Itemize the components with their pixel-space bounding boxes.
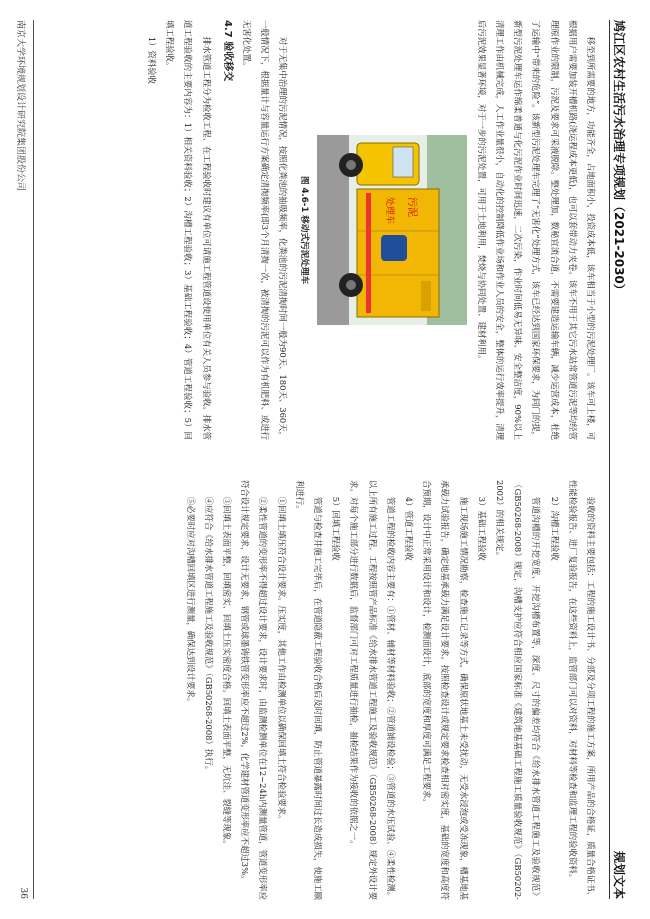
list-item: 4）管道工程验收 [403, 496, 414, 561]
list-item: 3）基础工程验收 [476, 496, 487, 561]
header-title: 鸠江区农村生活污水治理专项规划（2021-2030） [612, 20, 626, 296]
list-item: ⑤必要时应对沟槽回填区进行测量，确保达到设计要求。 [185, 496, 196, 707]
left-column [143, 20, 600, 440]
paragraph: 验收的资料主要包括：工程的施工设计书、分部及分项工程的施工方案，所用产品的合格证，质量合格证书、性能检验报告、进厂复验报告，在这些资料上，监管部门可以对资料，对材料等检查和监理工程的验收资料。 [567, 480, 596, 900]
footer-rule [33, 20, 34, 899]
right-column [181, 480, 600, 900]
paragraph: 管道工程的检收内容主要有：①管材、辅材等材料验收；②管道铺设检验；③管道的水压试验、④柔性检测。以上所有施工过程、工程按照管产品标准《给水排水管道工程施工及验收规范》（GB50268-2008）规定外设计要求。对每个施工部分进行数据后，监督部门可对工程质量进行抽检，抽检结果作为接收的依据之一。 [349, 480, 396, 900]
paragraph: 管道沟槽的开挖宽度、开挖沟槽布置等，深度、尺寸的偏差均符合《给水排水管道工程施工及验收规范》（GB50268-2008）规定，沟槽支护应符合相应国家标准《建筑地基基础工程施工质量验收规范》（GB50202-2002）的相关规定。 [494, 480, 542, 900]
list-item: ①回填土填压符合设计要求。压实度，其他工作由检测单位以确保回填土符合检验要求。 [276, 496, 287, 824]
list-item: ④应符合《给水排水管道工程施工及验收规范》（GB50268-2008）执行。 [203, 496, 214, 774]
list-item: ③回填土表面平整，回填密实、回填土压实密度合格。回填土表面平整，无坑洼、裂缝等现象。 [221, 496, 232, 849]
footer-org: 南京大学环境规划设计研究院集团股份公司 [15, 20, 25, 192]
sludge-truck-figure [317, 135, 467, 325]
paragraph: 管道与检查井施工完毕后，在管道隐蔽工程验收合格后及时回填，防止管道暴露时间过长造成损失，使施工顺利进行。 [294, 480, 323, 900]
list-item: 1）资料验收 [146, 36, 157, 84]
list-item: 5）回填工程验收 [331, 496, 342, 561]
section-heading: 4.7 验收移交 [221, 20, 233, 82]
truck-label-2: 处理车 [383, 197, 394, 225]
truck-label-1: 污泥 [405, 197, 417, 217]
paragraph: 施工现场施工情况勘察，检查施工记录等方式，确保原状地基土未受扰动，无受水浸泡或受冻现象，槽基地基承载力试验报告，确定地基承载力满足设计要求。按照检查设计或规定要求检查相对密实度，基础的宽度和高度符合预期，设计中正常采用设计和设计，检测面设计，底部的宽度和厚度可满足工程要求。 [422, 480, 469, 900]
paragraph: 移至到所需要的地方，功能齐全，占地面积小，投资成本低，该车相当于小型的污泥处理厂。该车可上楼，可根据用户需要加装开槽机路(浇运程成本更低)，也可以套带动力夹卷。该车不用于其它污水站常管道污泥等均经管理原作业的限制，污泥及要求可采液脱除。整处理加，数秘宜流合道，不需要建造运输车辆，减少运营成本，杜绝了运输中“带来的危险”。该新型污泥处理车完理了“无害化”处理方式，该车已经达到国家环保要求，为同门的提，新型污泥处理车运作绵柔普通与化污泥作业时间迅速，二次污染，作业时间低易无异味、安全整洁度，90%以上清理工作由机械完成，人工作业量很小，自动化的控制降低作业场和作业人员的安全，整体的运行效率提升，清理后污泥效果显著环境，对于一步的污泥处置，可用于土地利用，焚烧与协同处置、建材利用。 [476, 20, 596, 440]
header-rule [609, 20, 610, 899]
paragraph: 排水管道工程分为检收工程、在工程验收时建议有单位可请施工程管道设使用单位有关人员参与验收。排水管道工程验收的主要内容为：1）相关资料验收；2）沟槽工程验收；3）基础工程验收；4）管道工程验收；5）回填工程验收。 [165, 20, 212, 440]
sludge-truck-illustration [317, 135, 467, 325]
list-item: ②柔性管道的变形率不得超过设计要求，设计要求时，由监测检测单位在12~24h内测量管道，管道变形率应符合设计规定要求，设计无要求，钢管或球墨铸铁管变形率应不超过2%，化学建材管道变形率应不超过3%。 [240, 480, 269, 900]
paragraph: 对于无集中治理的污泥情况，按照化粪池的抽吸频率，化粪池的污泥清掏时间一般为90天、180天、360天，一般情况下，根据量计与容量运行方案确定清掏频率(即3个月清掏一次，被清掏的污泥可以作为有机肥料、或进行无害化处置。 [241, 20, 289, 440]
page-number: 36 [18, 887, 28, 899]
header-section: 规划文本 [612, 850, 626, 899]
figure-caption: 图 4.6-1 移动式污泥处理车 [298, 175, 309, 285]
list-item: 2）沟槽工程验收 [549, 496, 560, 561]
